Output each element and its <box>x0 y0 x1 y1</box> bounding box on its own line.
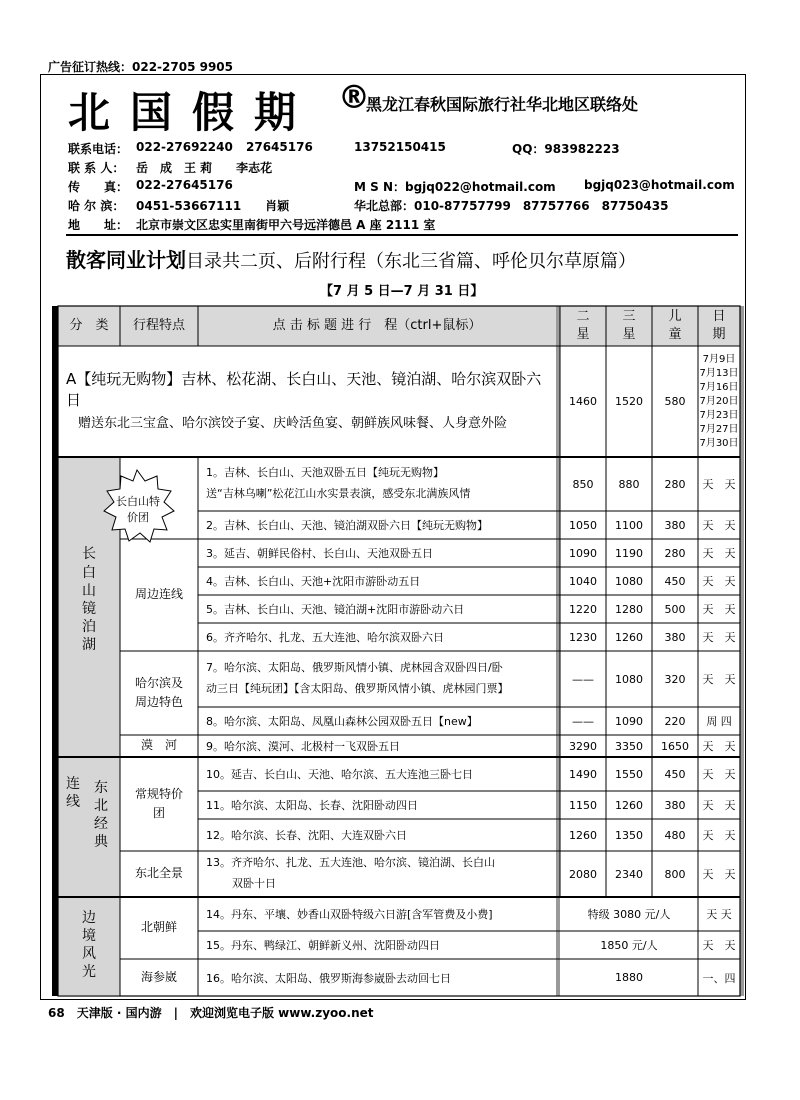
address-label: 地 址： <box>68 218 129 232</box>
route-8[interactable]: 8。哈尔滨、太阳岛、凤凰山森林公园双卧五日【new】 <box>206 715 478 728</box>
date-range: 【7 月 5 日—7 月 31 日】 <box>320 284 484 299</box>
route-13-line2: 双卧十日 <box>232 877 276 890</box>
route-2-two: 1050 <box>569 518 597 532</box>
row-a-two: 1460 <box>569 395 597 408</box>
route-11-three: 1260 <box>615 798 643 812</box>
route-7[interactable] <box>198 651 556 707</box>
route-14-price: 特级 3080 元/人 <box>587 908 671 921</box>
route-7-date: 天 天 <box>702 673 736 686</box>
route-16[interactable]: 16。哈尔滨、太阳岛、俄罗斯海参崴卧去动回七日 <box>206 971 451 985</box>
route-7-three: 1080 <box>615 672 643 686</box>
header-route: 点 击 标 题 进 行 程（ctrl+鼠标） <box>272 317 482 333</box>
header-child: 儿童 <box>668 308 682 342</box>
row-a-dates <box>698 346 740 457</box>
header-category: 分 类 <box>69 317 109 333</box>
harbin-contact: 0451-53667111 肖颖 <box>136 199 290 213</box>
route-5-date: 天 天 <box>702 603 736 616</box>
msn-account: M S N：bgjq022@hotmail.com <box>354 180 556 194</box>
route-10-date: 天 天 <box>702 768 736 781</box>
feature-north-korea: 北朝鲜 <box>140 920 177 935</box>
category-lianxian: 连线 <box>66 775 80 810</box>
row-a-date: 7月13日 <box>699 367 739 379</box>
route-11[interactable]: 11。哈尔滨、太阳岛、长春、沈阳卧动四日 <box>206 799 418 812</box>
row-a-desc: 赠送东北三宝盒、哈尔滨饺子宴、庆岭活鱼宴、朝鲜族风味餐、人身意外险 <box>78 415 508 431</box>
header-feature: 行程特点 <box>132 317 185 333</box>
route-15-date: 天 天 <box>702 939 736 952</box>
category-changbaishan: 长白山镜泊湖 <box>82 546 96 654</box>
route-12-date: 天 天 <box>702 829 736 842</box>
route-12-child: 480 <box>664 828 686 842</box>
route-5[interactable]: 5。吉林、长白山、天池、镜泊湖+沈阳市游卧动六日 <box>206 603 465 616</box>
brand-title: 北国假期 <box>68 88 317 137</box>
left-bar <box>52 306 58 996</box>
route-4-child: 450 <box>664 574 686 588</box>
route-4-two: 1040 <box>569 574 597 588</box>
route-8-date: 周 四 <box>706 715 732 728</box>
route-14-date: 天 天 <box>706 908 732 921</box>
route-1-date: 天 天 <box>702 478 736 491</box>
route-3-two: 1090 <box>569 546 597 560</box>
route-6-three: 1260 <box>615 630 643 644</box>
phone-3: 13752150415 <box>354 140 446 154</box>
address: 北京市崇文区忠实里南街甲六号远洋德邑 A 座 2111 室 <box>136 218 436 232</box>
registered-mark: ® <box>338 78 370 116</box>
route-13-two: 2080 <box>569 867 597 881</box>
plan-heading-bold: 散客同业计划 <box>66 248 186 272</box>
route-1-line1[interactable]: 1。吉林、长白山、天池双卧五日【纯玩无购物】 <box>206 466 444 480</box>
harbin-label: 哈 尔 滨： <box>68 199 125 213</box>
header-three-star: 三星 <box>622 308 636 342</box>
header-two-star: 二星 <box>576 308 590 342</box>
route-2[interactable]: 2。吉林、长白山、天池、镜泊湖双卧六日【纯玩无购物】 <box>206 519 488 532</box>
route-12-two: 1260 <box>569 828 597 842</box>
route-5-child: 500 <box>664 602 686 616</box>
route-6-child: 380 <box>664 630 686 644</box>
route-10[interactable]: 10。延吉、长白山、天池、哈尔滨、五大连池三卧七日 <box>206 768 473 781</box>
feature-zhoubian: 周边连线 <box>134 587 183 602</box>
row-a-date: 7月27日 <box>699 423 739 435</box>
route-10-child: 450 <box>664 767 686 781</box>
route-1-two: 850 <box>572 477 594 491</box>
route-1-three: 880 <box>618 477 640 491</box>
contact-person-label: 联 系 人： <box>68 161 125 175</box>
route-8-child: 220 <box>664 714 686 728</box>
route-7-line2: 动三日【纯玩团】【含太阳岛、俄罗斯风情小镇、虎林园门票】 <box>206 682 509 695</box>
route-3-child: 280 <box>664 546 686 560</box>
route-4[interactable]: 4。吉林、长白山、天池+沈阳市游卧动五日 <box>206 575 421 588</box>
route-7-child: 320 <box>664 672 686 686</box>
fax-number: 022-27645176 <box>136 178 233 192</box>
row-a-date: 7月20日 <box>699 395 739 407</box>
phone-1: 022-27692240 <box>136 140 233 154</box>
qq-number: QQ：983982223 <box>512 142 620 156</box>
row-a-title[interactable]: A【纯玩无购物】吉林、松花湖、长白山、天池、镜泊湖、哈尔滨双卧六日 <box>66 370 542 409</box>
route-6-two: 1230 <box>569 630 597 644</box>
route-13-line1[interactable]: 13。齐齐哈尔、扎龙、五大连池、哈尔滨、镜泊湖、长白山 <box>206 856 495 870</box>
route-2-date: 天 天 <box>702 519 736 532</box>
route-4-three: 1080 <box>615 574 643 588</box>
header-date: 日期 <box>712 308 726 342</box>
route-4-date: 天 天 <box>702 575 736 588</box>
plan-heading-rest: 目录共二页、后附行程（东北三省篇、呼伦贝尔草原篇） <box>186 251 636 272</box>
route-13-date: 天 天 <box>702 868 736 881</box>
row-a-route[interactable] <box>66 352 554 452</box>
route-9-date: 天 天 <box>702 740 736 753</box>
route-9-two: 3290 <box>569 739 597 753</box>
feature-changgui: 常规特价团 <box>134 786 183 820</box>
route-3-date: 天 天 <box>702 547 736 560</box>
route-9[interactable]: 9。哈尔滨、漠河、北极村一飞双卧五日 <box>206 740 400 753</box>
route-16-date: 一、四 <box>702 971 736 985</box>
row-a-date: 7月9日 <box>702 353 736 365</box>
row-a-date: 7月23日 <box>699 409 739 421</box>
route-1[interactable] <box>198 457 556 511</box>
route-10-two: 1490 <box>569 767 597 781</box>
route-7-two: —— <box>572 672 594 686</box>
agency-name: 黑龙江春秋国际旅行社华北地区联络处 <box>366 95 639 114</box>
phone-2: 27645176 <box>246 140 313 154</box>
hq-contact: 华北总部：010-87757799 87757766 87750435 <box>354 199 669 213</box>
route-3[interactable]: 3。延吉、朝鲜民俗村、长白山、天池双卧五日 <box>206 547 433 560</box>
route-11-date: 天 天 <box>702 799 736 812</box>
feature-harbin: 哈尔滨及周边特色 <box>134 675 183 709</box>
route-10-three: 1550 <box>615 767 643 781</box>
route-8-three: 1090 <box>615 714 643 728</box>
route-11-two: 1150 <box>569 798 597 812</box>
route-13-child: 800 <box>664 867 686 881</box>
route-5-three: 1280 <box>615 602 643 616</box>
route-2-three: 1100 <box>615 518 643 532</box>
route-12-three: 1350 <box>615 828 643 842</box>
route-6[interactable]: 6。齐齐哈尔、扎龙、五大连池、哈尔滨双卧六日 <box>206 631 444 644</box>
route-9-child: 1650 <box>661 739 689 753</box>
route-2-child: 380 <box>664 518 686 532</box>
ad-hotline: 广告征订热线：022-2705 9905 <box>48 60 234 74</box>
phone-label: 联系电话： <box>68 142 129 156</box>
row-a-child: 580 <box>664 395 686 408</box>
row-a-date: 7月16日 <box>699 381 739 393</box>
route-15-price: 1850 元/人 <box>600 939 658 952</box>
category-bianjing: 边境风光 <box>82 909 96 981</box>
route-15[interactable]: 15。丹东、鸭绿江、朝鲜新义州、沈阳卧动四日 <box>206 939 440 952</box>
contact-persons: 岳 成 王 莉 李志花 <box>136 161 273 175</box>
row-a-three: 1520 <box>615 395 643 408</box>
route-3-three: 1190 <box>615 546 643 560</box>
page-footer: 68 天津版 · 国内游 | 欢迎浏览电子版 www.zyoo.net <box>48 1006 374 1020</box>
route-1-line2: 送“吉林乌喇”松花江山水实景表演，感受东北满族风情 <box>206 487 471 500</box>
route-11-child: 380 <box>664 798 686 812</box>
row-a-date: 7月30日 <box>699 437 739 449</box>
category-dongbei-jingdian: 东北经典 <box>94 779 108 851</box>
route-5-two: 1220 <box>569 602 597 616</box>
route-8-two: —— <box>572 714 594 728</box>
feature-mohe: 漠 河 <box>140 738 177 753</box>
msn-account-2: bgjq023@hotmail.com <box>584 178 735 192</box>
fax-label: 传 真： <box>68 180 129 194</box>
feature-vladivostok: 海参崴 <box>140 969 177 984</box>
feature-dongbei-quanjing: 东北全景 <box>134 866 183 881</box>
badge-text: 长白山特价团 <box>116 494 160 524</box>
route-13[interactable] <box>198 851 556 897</box>
route-9-three: 3350 <box>615 739 643 753</box>
route-13-three: 2340 <box>615 867 643 881</box>
route-7-line1[interactable]: 7。哈尔滨、太阳岛、俄罗斯风情小镇、虎林园含双卧四日/卧 <box>206 661 503 675</box>
route-1-child: 280 <box>664 477 686 491</box>
route-16-price: 1880 <box>615 971 643 984</box>
route-12[interactable]: 12。哈尔滨、长春、沈阳、大连双卧六日 <box>206 829 407 842</box>
route-14[interactable]: 14。丹东、平壤、妙香山双卧特级六日游[含军管费及小费] <box>206 908 493 921</box>
route-6-date: 天 天 <box>702 631 736 644</box>
